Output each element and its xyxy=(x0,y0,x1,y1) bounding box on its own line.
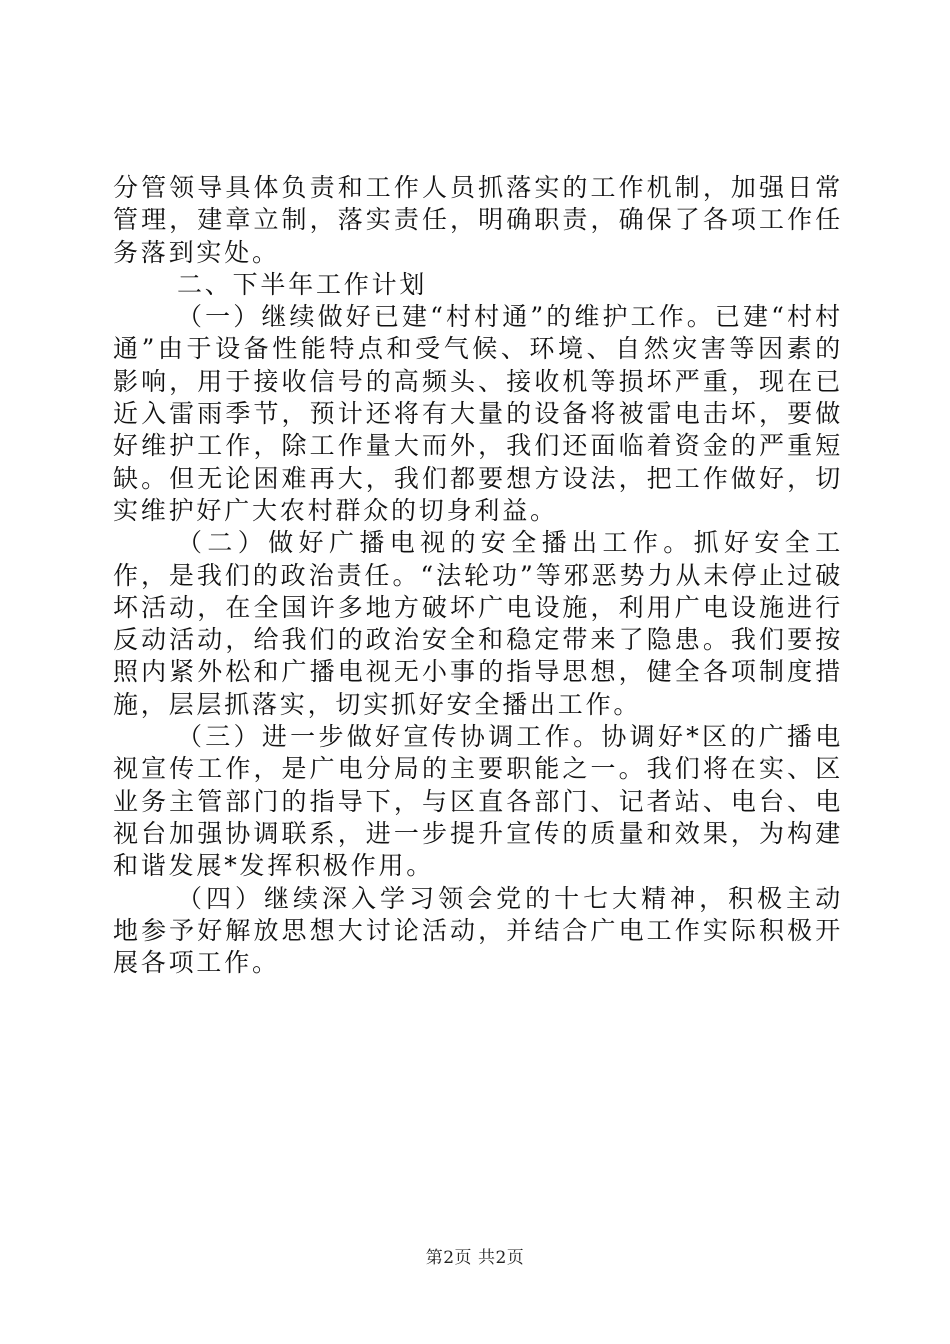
paragraph-continuation: 分管领导具体负责和工作人员抓落实的工作机制，加强日常管理，建章立制，落实责任，明确职责，确保了各项工作任务落到实处。 xyxy=(113,173,843,267)
page-footer: 第2页 共2页 xyxy=(425,1248,525,1268)
document-body xyxy=(113,172,843,979)
paragraph-item-2: （二）做好广播电视的安全播出工作。抓好安全工作，是我们的政治责任。“法轮功”等邪恶势力从未停止过破坏活动，在全国许多地方破坏广电设施，利用广电设施进行反动活动，给我们的政治安全和稳定带来了隐患。我们要按照内紧外松和广播电视无小事的指导思想，健全各项制度措施，层层抓落实，切实抓好安全播出工作。 xyxy=(113,528,843,719)
paragraph-item-1: （一）继续做好已建“村村通”的维护工作。已建“村村通”由于设备性能特点和受气候、环境、自然灾害等因素的影响，用于接收信号的高频头、接收机等损坏严重，现在已近入雷雨季节，预计还将有大量的设备将被雷电击坏，要做好维护工作，除工作量大而外，我们还面临着资金的严重短缺。但无论困难再大，我们都要想方设法，把工作做好，切实维护好广大农村群众的切身利益。 xyxy=(113,302,843,525)
section-heading: 二、下半年工作计划 xyxy=(177,269,428,299)
paragraph-item-3: （三）进一步做好宣传协调工作。协调好*区的广播电视宣传工作，是广电分局的主要职能之一。我们将在实、区业务主管部门的指导下，与区直各部门、记者站、电台、电视台加强协调联系，进一步提升宣传的质量和效果，为构建和谐发展*发挥积极作用。 xyxy=(113,722,843,881)
paragraph-item-4: （四）继续深入学习领会党的十七大精神，积极主动地参予好解放思想大讨论活动，并结合广电工作实际积极开展各项工作。 xyxy=(113,883,843,978)
